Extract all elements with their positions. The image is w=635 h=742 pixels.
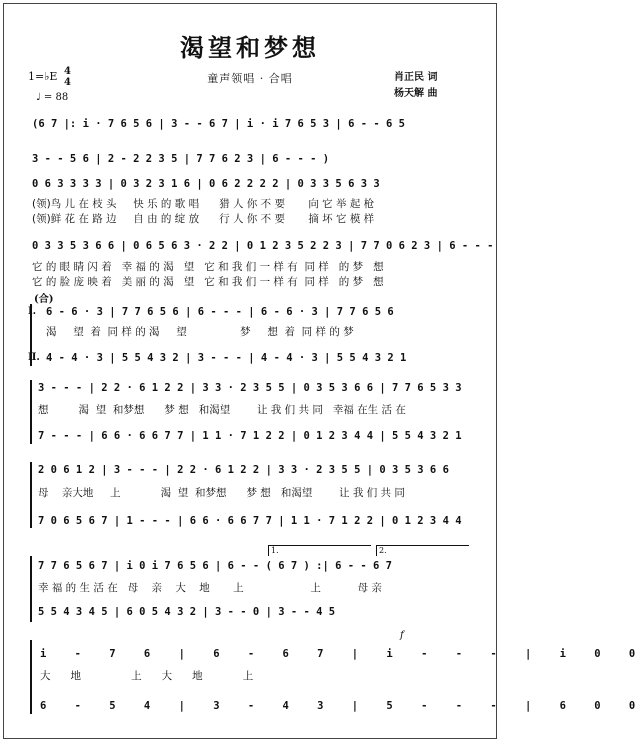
notation-line: 3 - - 5 6 | 2 - 2 2 3 5 | 7 7 6 2 3 | 6 - - - ) [32, 153, 330, 165]
system-bracket [30, 640, 32, 714]
key-signature: 1=♭E [28, 70, 58, 83]
tempo-marking: ♩ = 88 [36, 92, 69, 103]
time-top: 4 [64, 66, 71, 77]
lyric-line: (领)鸟 儿 在 枝 头 快 乐 的 歌 唱 猎 人 你 不 要 向 它 举 起 枪 [32, 198, 375, 210]
chorus-marker: (合) [34, 294, 54, 305]
time-bottom: 4 [64, 77, 71, 88]
system-bracket [30, 380, 32, 444]
notation-line: 4 - 4 · 3 | 5 5 4 3 2 | 3 - - - | 4 - 4 · 3 | 5 5 4 3 2 1 [46, 352, 407, 364]
notation-line: 0 6 3 3 3 3 | 0 3 2 3 1 6 | 0 6 2 2 2 2 | 0 3 3 5 6 3 3 [32, 178, 380, 190]
part-two-label: Ⅱ. [28, 352, 40, 363]
notation-line: 5 5 4 3 4 5 | 6 0 5 4 3 2 | 3 - - 0 | 3 - - 4 5 [38, 606, 336, 618]
lyric-line: 它 的 脸 庞 映 着 美 丽 的 渴 望 它 和 我 们 一 样 有 同 样 的 梦 想 [32, 276, 384, 288]
notation-line: 0 3 3 5 3 6 6 | 0 6 5 6 3 · 2 2 | 0 1 2 3 5 2 2 3 | 7 7 0 6 2 3 | 6 - - - [32, 240, 494, 252]
lyric-line: 渴 望 着 同 样 的 渴 望 梦 想 着 同 样 的 梦 [46, 326, 354, 338]
performance-note: 童声领唱 · 合唱 [207, 72, 293, 85]
time-signature [64, 66, 71, 88]
lyric-line: 它 的 眼 睛 闪 着 幸 福 的 渴 望 它 和 我 们 一 样 有 同 样 的 梦 想 [32, 261, 384, 273]
composer: 杨天解 曲 [394, 88, 438, 99]
system-bracket [30, 304, 32, 366]
notation-line: 6 - 5 4 | 3 - 4 3 | 5 - - - | 6 0 0 [40, 700, 635, 712]
notation-line: 6 - 6 · 3 | 7 7 6 5 6 | 6 - - - | 6 - 6 · 3 | 7 7 6 5 6 [46, 306, 394, 318]
notation-line: 3 - - - | 2 2 · 6 1 2 2 | 3 3 · 2 3 5 5 | 0 3 5 3 6 6 | 7 7 6 5 3 3 [38, 382, 462, 394]
notation-line: i - 7 6 | 6 - 6 7 | i - - - | i 0 0 [40, 648, 635, 660]
second-ending: 2. [376, 545, 469, 556]
notation-line: 7 0 6 5 6 7 | 1 - - - | 6 6 · 6 6 7 7 | 1 1 · 7 1 2 2 | 0 1 2 3 4 4 [38, 515, 462, 527]
lyric-line: (领)鲜 花 在 路 边 自 由 的 绽 放 行 人 你 不 要 摘 坏 它 模 样 [32, 213, 375, 225]
first-ending: 1. [268, 545, 371, 556]
song-title: 渴望和梦想 [180, 33, 320, 62]
system-bracket [30, 462, 32, 528]
score-frame [3, 3, 635, 739]
notation-line: 7 - - - | 6 6 · 6 6 7 7 | 1 1 · 7 1 2 2 | 0 1 2 3 4 4 | 5 5 4 3 2 1 [38, 430, 462, 442]
lyric-line: 母 亲大地 上 渴 望 和梦想 梦 想 和渴望 让 我 们 共 同 [38, 487, 405, 499]
notation-line: 2 0 6 1 2 | 3 - - - | 2 2 · 6 1 2 2 | 3 3 · 2 3 5 5 | 0 3 5 3 6 6 [38, 464, 449, 476]
notation-line: 7 7 6 5 6 7 | i 0 i 7 6 5 6 | 6 - - ( 6 7 ) :| 6 - - 6 7 [38, 560, 393, 572]
notation-line: (6 7 |: i · 7 6 5 6 | 3 - - 6 7 | i · i 7 6 5 3 | 6 - - 6 5 [32, 118, 405, 130]
dynamic-forte: f [400, 630, 404, 641]
system-bracket [30, 556, 32, 622]
part-one-label: Ⅰ. [28, 306, 37, 317]
lyric-line: 大 地 上 大 地 上 [40, 670, 254, 682]
lyricist: 肖正民 词 [394, 72, 438, 83]
lyric-line: 想 渴 望 和梦想 梦 想 和渴望 让 我 们 共 同 幸福 在生 活 在 [38, 404, 406, 416]
lyric-line: 幸 福 的 生 活 在 母 亲 大 地 上 上 母 亲 [38, 582, 382, 594]
credits [394, 70, 437, 102]
